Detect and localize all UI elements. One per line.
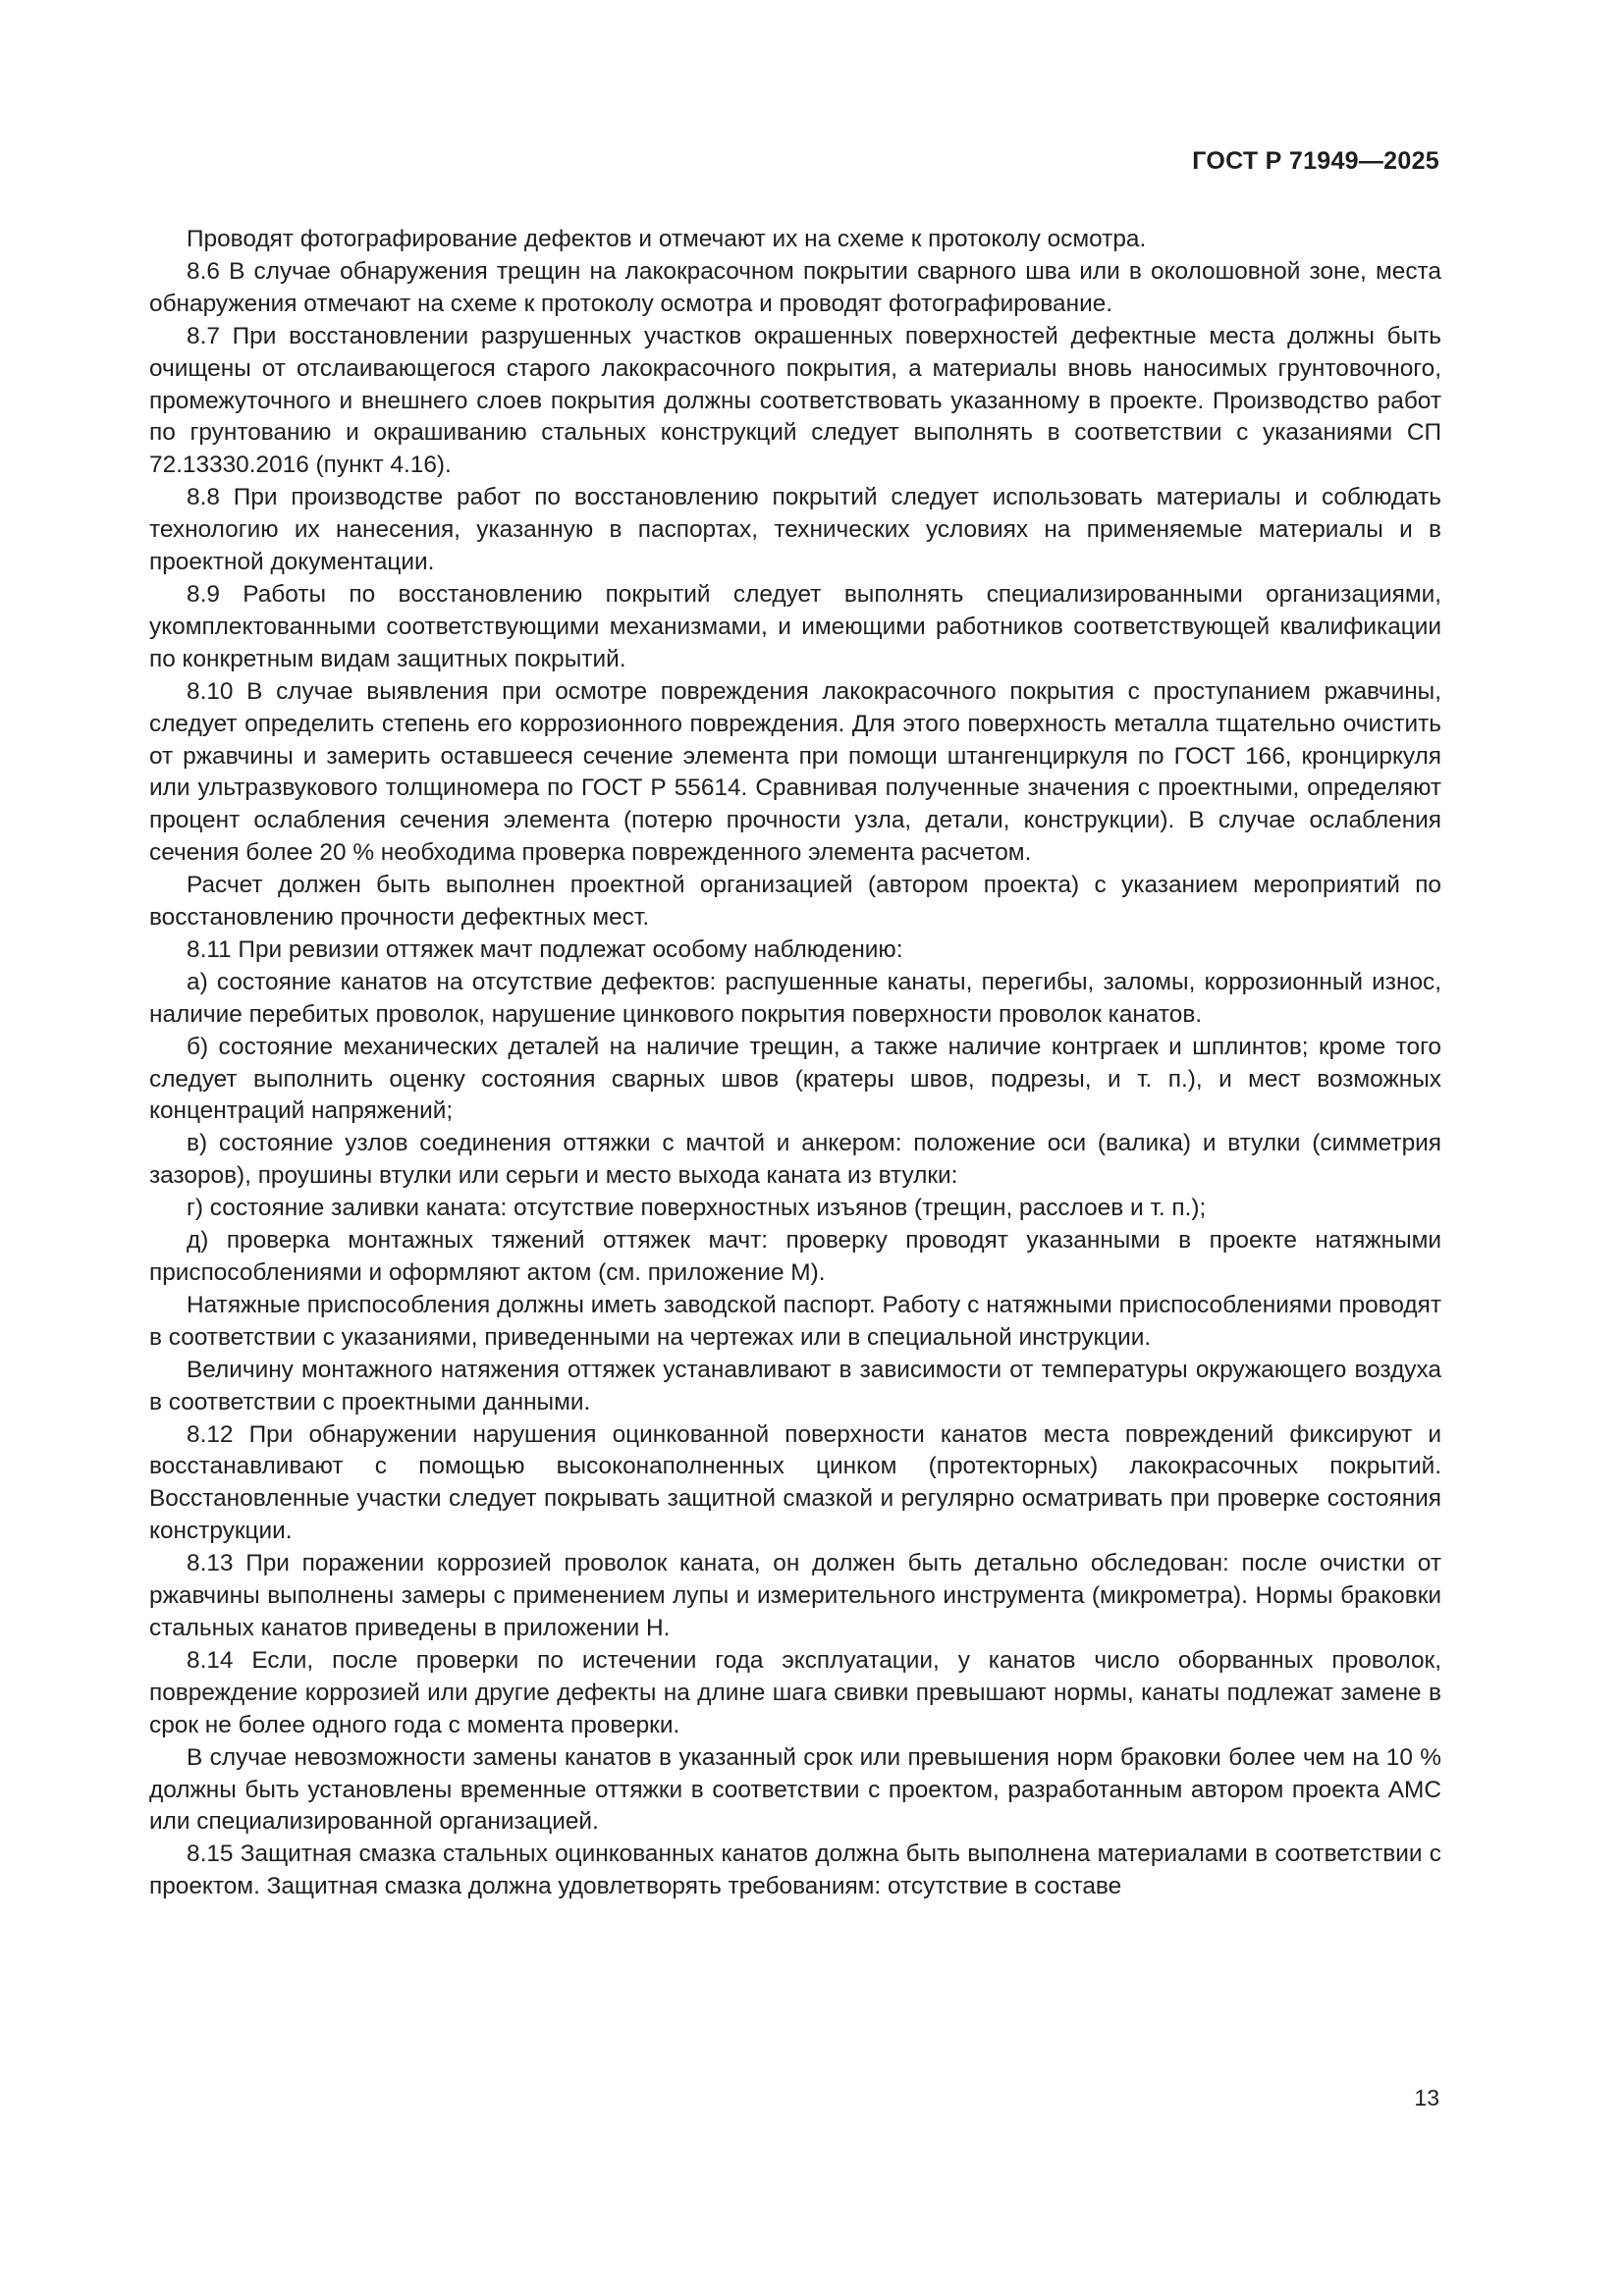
page-number: 13 [1414,2085,1439,2110]
paragraph-tensioners: Натяжные приспособления должны иметь заводской паспорт. Работу с натяжными приспособлениями проводят в соответствии с указаниями, приведенными на чертежах или в специальной инструкции. [149,1291,1441,1351]
paragraph-calculation: Расчет должен быть выполнен проектной организацией (автором проекта) с указанием мероприятий по восстановлению прочности дефектных мест. [149,872,1441,932]
paragraph-8-9: 8.9 Работы по восстановлению покрытий следует выполнять специализированными организациями, укомплектованными соответствующими механизмами, и имеющими работников соответствующей квалификации по конкретным видам защитных покрытий. [149,580,1441,672]
list-item-g: г) состояние заливки каната: отсутствие поверхностных изъянов (трещин, расслоев и т. п.); [187,1195,1207,1222]
paragraph-8-6: 8.6 В случае обнаружения трещин на лакокрасочном покрытии сварного шва или в околошовной зоне, места обнаружения отмечают на схеме к протоколу осмотра и проводят фотографирование. [149,257,1441,317]
paragraph-8-15: 8.15 Защитная смазка стальных оцинкованных канатов должна быть выполнена материалами в соответствии с проектом. Защитная смазка должна удовлетворять требованиям: отсутствие в составе [149,1841,1441,1900]
paragraph-8-8: 8.8 При производстве работ по восстановлению покрытий следует использовать материалы и соблюдать технологию их нанесения, указанную в паспортах, технических условиях на применяемые материалы и в проектной документации. [149,484,1441,576]
paragraph-8-13: 8.13 При поражении коррозией проволок каната, он должен быть детально обследован: после очистки от ржавчины выполнены замеры с применением лупы и измерительного инструмента (микрометра). Нормы браковки стальных канатов приведены в приложении Н. [149,1550,1441,1641]
standard-header: ГОСТ Р 71949—2025 [1192,147,1439,175]
paragraph-8-7: 8.7 При восстановлении разрушенных участков окрашенных поверхностей дефектные места должны быть очищены от отслаивающегося старого лакокрасочного покрытия, а материалы вновь наносимых грунтовочного, промежуточного и внешнего слоев покрытия должны соответствовать указанному в проекте. Производство работ по грунтованию и окрашиванию стальных конструкций следует выполнять в соответствии с указаниями СП 72.13330.2016 (пункт 4.16). [149,322,1441,479]
paragraph-tension-value: Величину монтажного натяжения оттяжек устанавливают в зависимости от температуры окружающего воздуха в соответствии с проектными данными. [149,1356,1441,1415]
paragraph-8-10: 8.10 В случае выявления при осмотре повреждения лакокрасочного покрытия с проступанием ржавчины, следует определить степень его коррозионного повреждения. Для этого поверхность металла тщательно очистить от ржавчины и замерить оставшееся сечение элемента при помощи штангенциркуля по ГОСТ 166, кронциркуля или ультразвукового толщиномера по ГОСТ Р 55614. Сравнивая полученные значения с проектными, определяют процент ослабления сечения элемента (потерю прочности узла, детали, конструкции). В случае ослабления сечения более 20 % необходима проверка поврежденного элемента расчетом. [149,677,1441,867]
list-item-d: д) проверка монтажных тяжений оттяжек мачт: проверку проводят указанными в проекте натяжными приспособлениями и оформляют актом (см. приложение М). [149,1227,1441,1286]
paragraph-replacement: В случае невозможности замены канатов в указанный срок или превышения норм браковки более чем на 10 % должны быть установлены временные оттяжки в соответствии с проектом, разработанным автором проекта АМС или специализированной организацией. [149,1743,1441,1836]
paragraph-8-12: 8.12 При обнаружении нарушения оцинкованной поверхности канатов места повреждений фиксируют и восстанавливают с помощью высоконаполненных цинком (протекторных) лакокрасочных покрытий. Восстановленные участки следует покрывать защитной смазкой и регулярно осматривать при проверке состояния конструкции. [149,1420,1441,1545]
paragraph-8-14: 8.14 Если, после проверки по истечении года эксплуатации, у канатов число оборванных проволок, повреждение коррозией или другие дефекты на длине шага свивки превышают нормы, канаты подлежат замене в срок не более одного года с момента проверки. [149,1646,1441,1738]
list-item-v: в) состояние узлов соединения оттяжки с мачтой и анкером: положение оси (валика) и втулки (симметрия зазоров), проушины втулки или серьги и место выхода каната из втулки: [149,1130,1441,1190]
paragraph-8-11: 8.11 При ревизии оттяжек мачт подлежат особому наблюдению: [187,935,903,963]
list-item-a: а) состояние канатов на отсутствие дефектов: распушенные канаты, перегибы, заломы, коррозионный износ, наличие перебитых проволок, нарушение цинкового покрытия поверхности проволок канатов. [149,968,1441,1028]
list-item-b: б) состояние механических деталей на наличие трещин, а также наличие контргаек и шплинтов; кроме того следует выполнить оценку состояния сварных швов (кратеры швов, подрезы, и т. п.), и мест возможных концентраций напряжений; [149,1033,1441,1125]
paragraph-photo-defects: Проводят фотографирование дефектов и отмечают их на схеме к протоколу осмотра. [187,226,1147,252]
body-text [149,224,1441,1903]
